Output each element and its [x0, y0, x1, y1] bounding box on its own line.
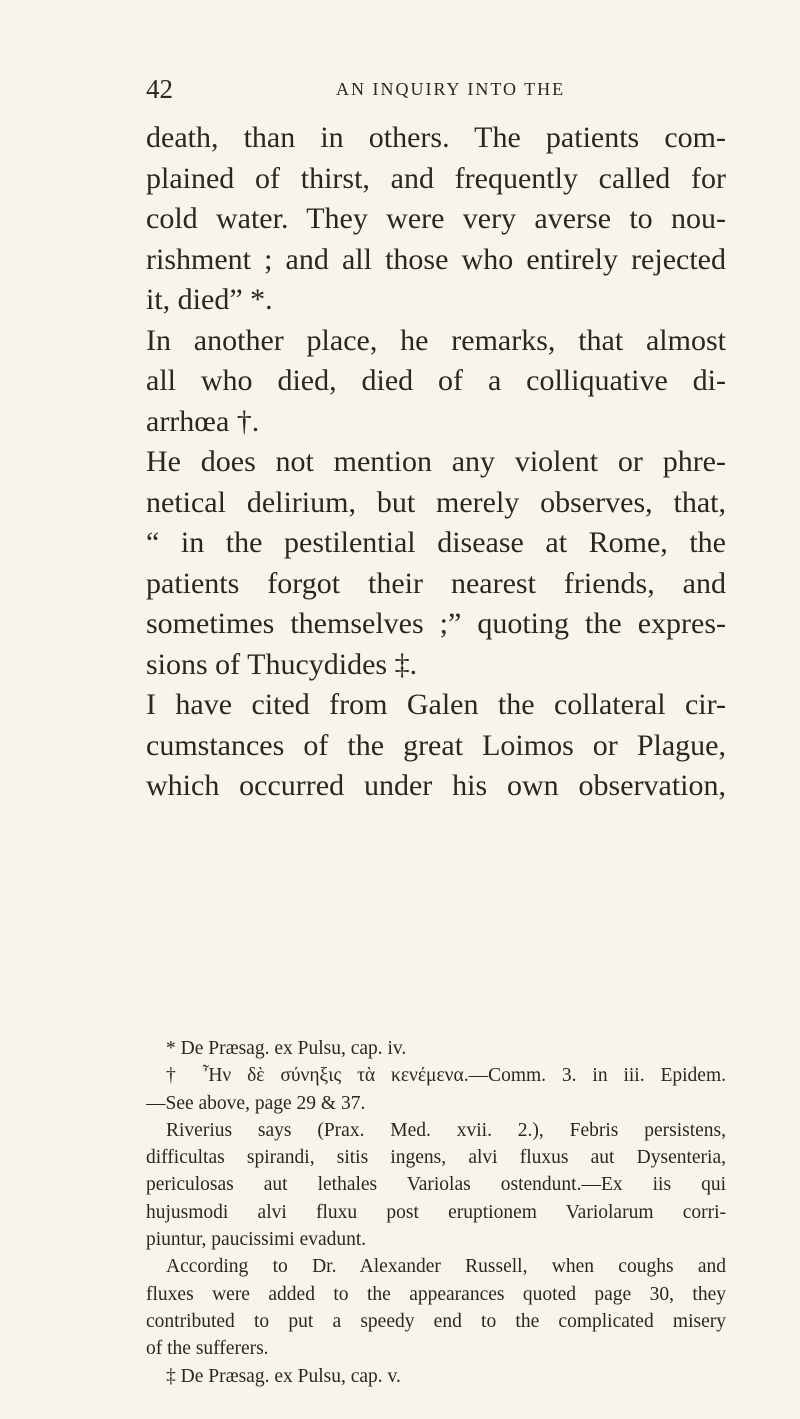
footnote-line: fluxes were added to the appearances quoted page 30, they	[146, 1283, 726, 1305]
footnote-line: * De Præsag. ex Pulsu, cap. iv.	[166, 1038, 407, 1059]
running-head: AN INQUIRY INTO THE	[336, 79, 566, 99]
footnote-line: difficultas spirandi, sitis ingens, alvi fluxus aut Dysenteria,	[146, 1147, 726, 1169]
footnotes	[146, 1035, 726, 1390]
footnote-line: ‡ De Præsag. ex Pulsu, cap. v.	[166, 1365, 401, 1387]
text-line: netical delirium, but merely observes, that,	[146, 485, 726, 519]
text-line: He does not mention any violent or phre-	[146, 445, 726, 478]
text-line: “ in the pestilential disease at Rome, the	[146, 526, 726, 559]
footnote-line: Riverius says (Prax. Med. xvii. 2.), Febris persistens,	[166, 1119, 726, 1141]
page-header	[146, 74, 726, 110]
text-line: sometimes themselves ;” quoting the expres-	[146, 607, 726, 640]
text-line: which occurred under his own observation,	[146, 769, 726, 802]
text-line: In another place, he remarks, that almost	[146, 323, 726, 357]
text-line: it, died” *.	[146, 283, 273, 316]
text-line: sions of Thucydides ‡.	[146, 647, 418, 681]
text-line: I have cited from Galen the collateral cir-	[146, 688, 726, 721]
footnote-line: piuntur, paucissimi evadunt.	[146, 1229, 367, 1251]
main-text	[146, 118, 726, 807]
page-number: 42	[146, 74, 173, 104]
footnote-line: periculosas aut lethales Variolas ostendunt.—Ex iis qui	[146, 1174, 726, 1196]
text-line: arrhœa †.	[146, 404, 260, 438]
footnote-line: According to Dr. Alexander Russell, when coughs and	[166, 1256, 726, 1278]
text-line: patients forgot their nearest friends, and	[146, 566, 726, 600]
footnote-line: contributed to put a speedy end to the complicated misery	[146, 1310, 726, 1332]
text-line: cumstances of the great Loimos or Plague,	[146, 728, 726, 762]
text-line: cold water. They were very averse to nou-	[146, 202, 726, 235]
footnote-line: of the sufferers.	[146, 1338, 269, 1360]
footnote-line: † Ἦν δὲ σύνηξις τὰ κενέμενα.—Comm. 3. in iii. Epidem.	[166, 1065, 726, 1087]
footnote-line: —See above, page 29 & 37.	[146, 1092, 366, 1114]
text-line: death, than in others. The patients com-	[146, 121, 726, 154]
text-line: plained of thirst, and frequently called for	[146, 161, 726, 195]
text-line: rishment ; and all those who entirely rejected	[146, 242, 726, 276]
text-line: all who died, died of a colliquative di-	[146, 364, 726, 397]
footnote-line: hujusmodi alvi fluxu post eruptionem Variolarum corri-	[146, 1201, 726, 1223]
